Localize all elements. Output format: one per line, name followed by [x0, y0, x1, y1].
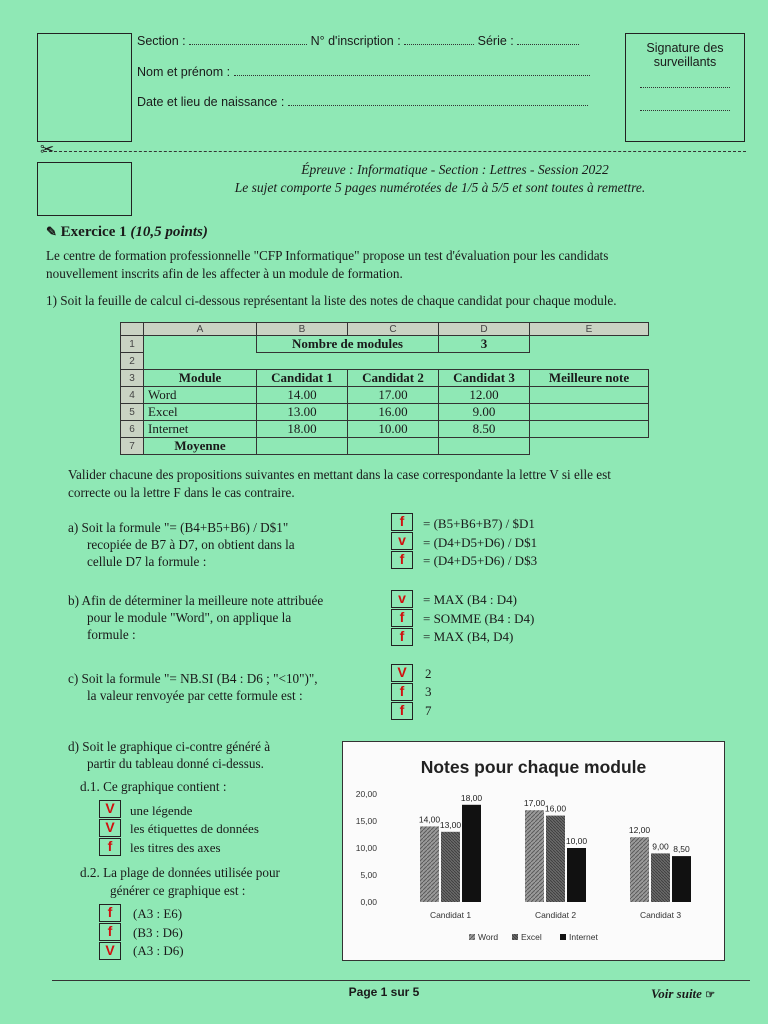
bar	[441, 832, 460, 902]
cell: Word	[144, 387, 257, 404]
answer-box-d2-3[interactable]: V	[99, 942, 121, 960]
cell: Excel	[144, 404, 257, 421]
serie-label: Série :	[477, 34, 514, 48]
bar-chart	[343, 742, 724, 960]
bar	[630, 837, 649, 902]
answer-box-d2-2[interactable]: f	[99, 923, 121, 941]
option-a2: = (D4+D5+D6) / D$1	[423, 535, 538, 550]
row-number: 1	[121, 336, 144, 353]
row-number: 5	[121, 404, 144, 421]
data-label: 13,00	[439, 819, 462, 830]
instructions-line1: Valider chacune des propositions suivantes en mettant dans la case correspondante la lettre V si elle est	[68, 467, 611, 482]
legend-swatch	[512, 934, 518, 940]
option-d1-2: les étiquettes de données	[130, 821, 259, 836]
cell	[530, 404, 649, 421]
question-d1: d.1. Ce graphique contient :	[80, 779, 227, 794]
data-label: 10,00	[565, 836, 588, 846]
answer-box-a3[interactable]: f	[391, 551, 413, 569]
col-header-b: B	[257, 323, 348, 336]
y-tick-label: 10,00	[355, 843, 377, 853]
question-d-line1: d) Soit le graphique ci-contre généré à	[68, 739, 271, 754]
option-c2: 3	[425, 684, 432, 699]
instructions-line2: correcte ou la lettre F dans le cas contraire.	[68, 485, 295, 500]
cell: 13.00	[257, 404, 348, 421]
option-d2-1: (A3 : E6)	[133, 906, 183, 921]
bar	[546, 816, 565, 902]
header-candidat-1: Candidat 1	[257, 370, 348, 387]
question-c-line1: c) Soit la formule "= NB.SI (B4 : D6 ; "<10")",	[68, 671, 318, 686]
answer-box-b1[interactable]: v	[391, 590, 413, 608]
cell: 9.00	[439, 404, 530, 421]
signature-box	[625, 33, 745, 142]
y-tick-label: 20,00	[355, 789, 377, 799]
cell: 12.00	[439, 387, 530, 404]
name-label: Nom et prénom :	[137, 65, 231, 79]
signature-title: Signature des surveillants	[646, 41, 724, 69]
exercise-points: (10,5 points)	[130, 224, 208, 240]
option-d2-2: (B3 : D6)	[133, 925, 183, 940]
row-number: 7	[121, 438, 144, 455]
legend-label: Word	[478, 932, 499, 942]
question-d	[68, 738, 270, 772]
question-c	[68, 670, 318, 704]
scissors-icon: ✂	[40, 140, 55, 159]
pencil-icon: ✎	[46, 224, 57, 239]
cell: 17.00	[348, 387, 439, 404]
row-number: 3	[121, 370, 144, 387]
cut-line	[44, 151, 746, 152]
question-d2-line2: générer ce graphique est :	[110, 883, 246, 898]
page-number: Page 1 sur 5	[348, 985, 420, 999]
question-b-line1: b) Afin de déterminer la meilleure note attribuée	[68, 593, 324, 608]
row-number: 6	[121, 421, 144, 438]
answer-box-d2-1[interactable]: f	[99, 904, 121, 922]
col-header-e: E	[530, 323, 649, 336]
data-label: 12,00	[628, 825, 651, 836]
question-d-line2: partir du tableau donné ci-dessus.	[87, 756, 264, 771]
col-header-c: C	[348, 323, 439, 336]
exam-line2: Le sujet comporte 5 pages numérotées de 1/5 à 5/5 et sont toutes à remettre.	[234, 180, 646, 195]
bar	[672, 856, 691, 902]
exercise-title-text: Exercice 1	[60, 224, 127, 240]
row-number: 4	[121, 387, 144, 404]
table-row	[121, 421, 649, 438]
x-tick-label: Candidat 3	[639, 910, 682, 920]
header-candidat-2: Candidat 2	[348, 370, 439, 387]
option-d1-1: une légende	[130, 803, 193, 818]
row-number: 2	[121, 353, 144, 370]
cell: 14.00	[257, 387, 348, 404]
answer-box-d1-1[interactable]: V	[99, 800, 121, 818]
option-a1: = (B5+B6+B7) / $D1	[423, 516, 535, 531]
spreadsheet	[120, 322, 649, 455]
x-tick-label: Candidat 2	[534, 910, 577, 920]
question-d2-line1: d.2. La plage de données utilisée pour	[80, 865, 280, 880]
bar	[462, 805, 481, 902]
chart-title: Notes pour chaque module	[420, 757, 647, 777]
option-b3: = MAX (B4, D4)	[423, 629, 514, 644]
intro-line2: nouvellement inscrits afin de les affecter à un module de formation.	[46, 266, 403, 281]
section-field	[137, 34, 579, 48]
legend-swatch	[469, 934, 475, 940]
option-d1-3: les titres des axes	[130, 840, 221, 855]
answer-box-c2[interactable]: f	[391, 683, 413, 701]
data-label: 17,00	[523, 798, 546, 809]
legend-swatch	[560, 934, 566, 940]
answer-box-b3[interactable]: f	[391, 628, 413, 646]
data-label: 8,50	[673, 844, 690, 855]
exercise-title	[46, 224, 208, 241]
option-b2: = SOMME (B4 : D4)	[423, 611, 535, 626]
col-header-d: D	[439, 323, 530, 336]
section-label: Section :	[137, 34, 186, 48]
code-box	[37, 162, 132, 216]
answer-box-a1[interactable]: f	[391, 513, 413, 531]
pointing-hand-icon: ☞	[705, 989, 716, 1001]
question-c-line2: la valeur renvoyée par cette formule est :	[87, 688, 303, 703]
cell	[530, 421, 649, 438]
option-b1: = MAX (B4 : D4)	[423, 592, 517, 607]
next-page-label: Voir suite	[651, 986, 702, 1001]
answer-box-c3[interactable]: f	[391, 702, 413, 720]
bar	[420, 826, 439, 902]
bar	[567, 848, 586, 902]
header-module: Module	[144, 370, 257, 387]
birth-field	[137, 95, 588, 109]
exam-line1: Épreuve : Informatique - Section : Lettres - Session 2022	[301, 162, 609, 177]
cell: 10.00	[348, 421, 439, 438]
data-label: 14,00	[418, 814, 441, 825]
photo-box	[37, 33, 132, 142]
cell	[530, 387, 649, 404]
answer-box-d1-3[interactable]: f	[99, 838, 121, 856]
question-b	[68, 592, 323, 643]
cell: 16.00	[348, 404, 439, 421]
bar	[651, 853, 670, 902]
cell: 8.50	[439, 421, 530, 438]
table-row	[121, 387, 649, 404]
option-c3: 7	[425, 703, 432, 718]
legend-label: Excel	[521, 932, 542, 942]
intro-line1: Le centre de formation professionnelle "CFP Informatique" propose un test d'évaluation pour les candidats	[46, 248, 609, 263]
y-tick-label: 5,00	[360, 870, 377, 880]
name-field	[137, 65, 590, 79]
answer-box-d1-2[interactable]: V	[99, 819, 121, 837]
footer-rule	[52, 980, 750, 981]
answer-box-a2[interactable]: v	[391, 532, 413, 550]
chart-container	[342, 741, 725, 961]
moyenne-label: Moyenne	[144, 438, 257, 455]
header-meilleure-note: Meilleure note	[530, 370, 649, 387]
nb-modules-value: 3	[439, 336, 530, 353]
y-tick-label: 15,00	[355, 816, 377, 826]
data-label: 9,00	[652, 841, 669, 852]
data-label: 18,00	[460, 792, 483, 803]
option-c1: 2	[425, 666, 432, 681]
col-header-a: A	[144, 323, 257, 336]
answer-box-c1[interactable]: V	[391, 664, 413, 682]
bar	[525, 810, 544, 902]
question-a-line1: a) Soit la formule "= (B4+B5+B6) / D$1"	[68, 520, 289, 535]
legend-label: Internet	[569, 932, 598, 942]
option-d2-3: (A3 : D6)	[133, 943, 184, 958]
inscription-label: N° d'inscription :	[310, 34, 401, 48]
question-b-line3: formule :	[87, 627, 136, 642]
birth-label: Date et lieu de naissance :	[137, 95, 285, 109]
question-a-line3: cellule D7 la formule :	[87, 554, 207, 569]
question-a-line2: recopiée de B7 à D7, on obtient dans la	[87, 537, 295, 552]
question-1: 1) Soit la feuille de calcul ci-dessous représentant la liste des notes de chaque candidat pour chaque module.	[46, 293, 617, 308]
question-d2	[80, 864, 280, 900]
x-tick-label: Candidat 1	[429, 910, 472, 920]
table-row	[121, 404, 649, 421]
data-label: 16,00	[544, 803, 567, 814]
header-candidat-3: Candidat 3	[439, 370, 530, 387]
question-b-line2: pour le module "Word", on applique la	[87, 610, 292, 625]
question-a	[68, 519, 295, 570]
y-tick-label: 0,00	[360, 897, 377, 907]
answer-box-b2[interactable]: f	[391, 609, 413, 627]
next-page	[651, 986, 715, 1002]
nb-modules-label: Nombre de modules	[257, 336, 439, 353]
option-a3: = (D4+D5+D6) / D$3	[423, 553, 538, 568]
cell: 18.00	[257, 421, 348, 438]
cell: Internet	[144, 421, 257, 438]
